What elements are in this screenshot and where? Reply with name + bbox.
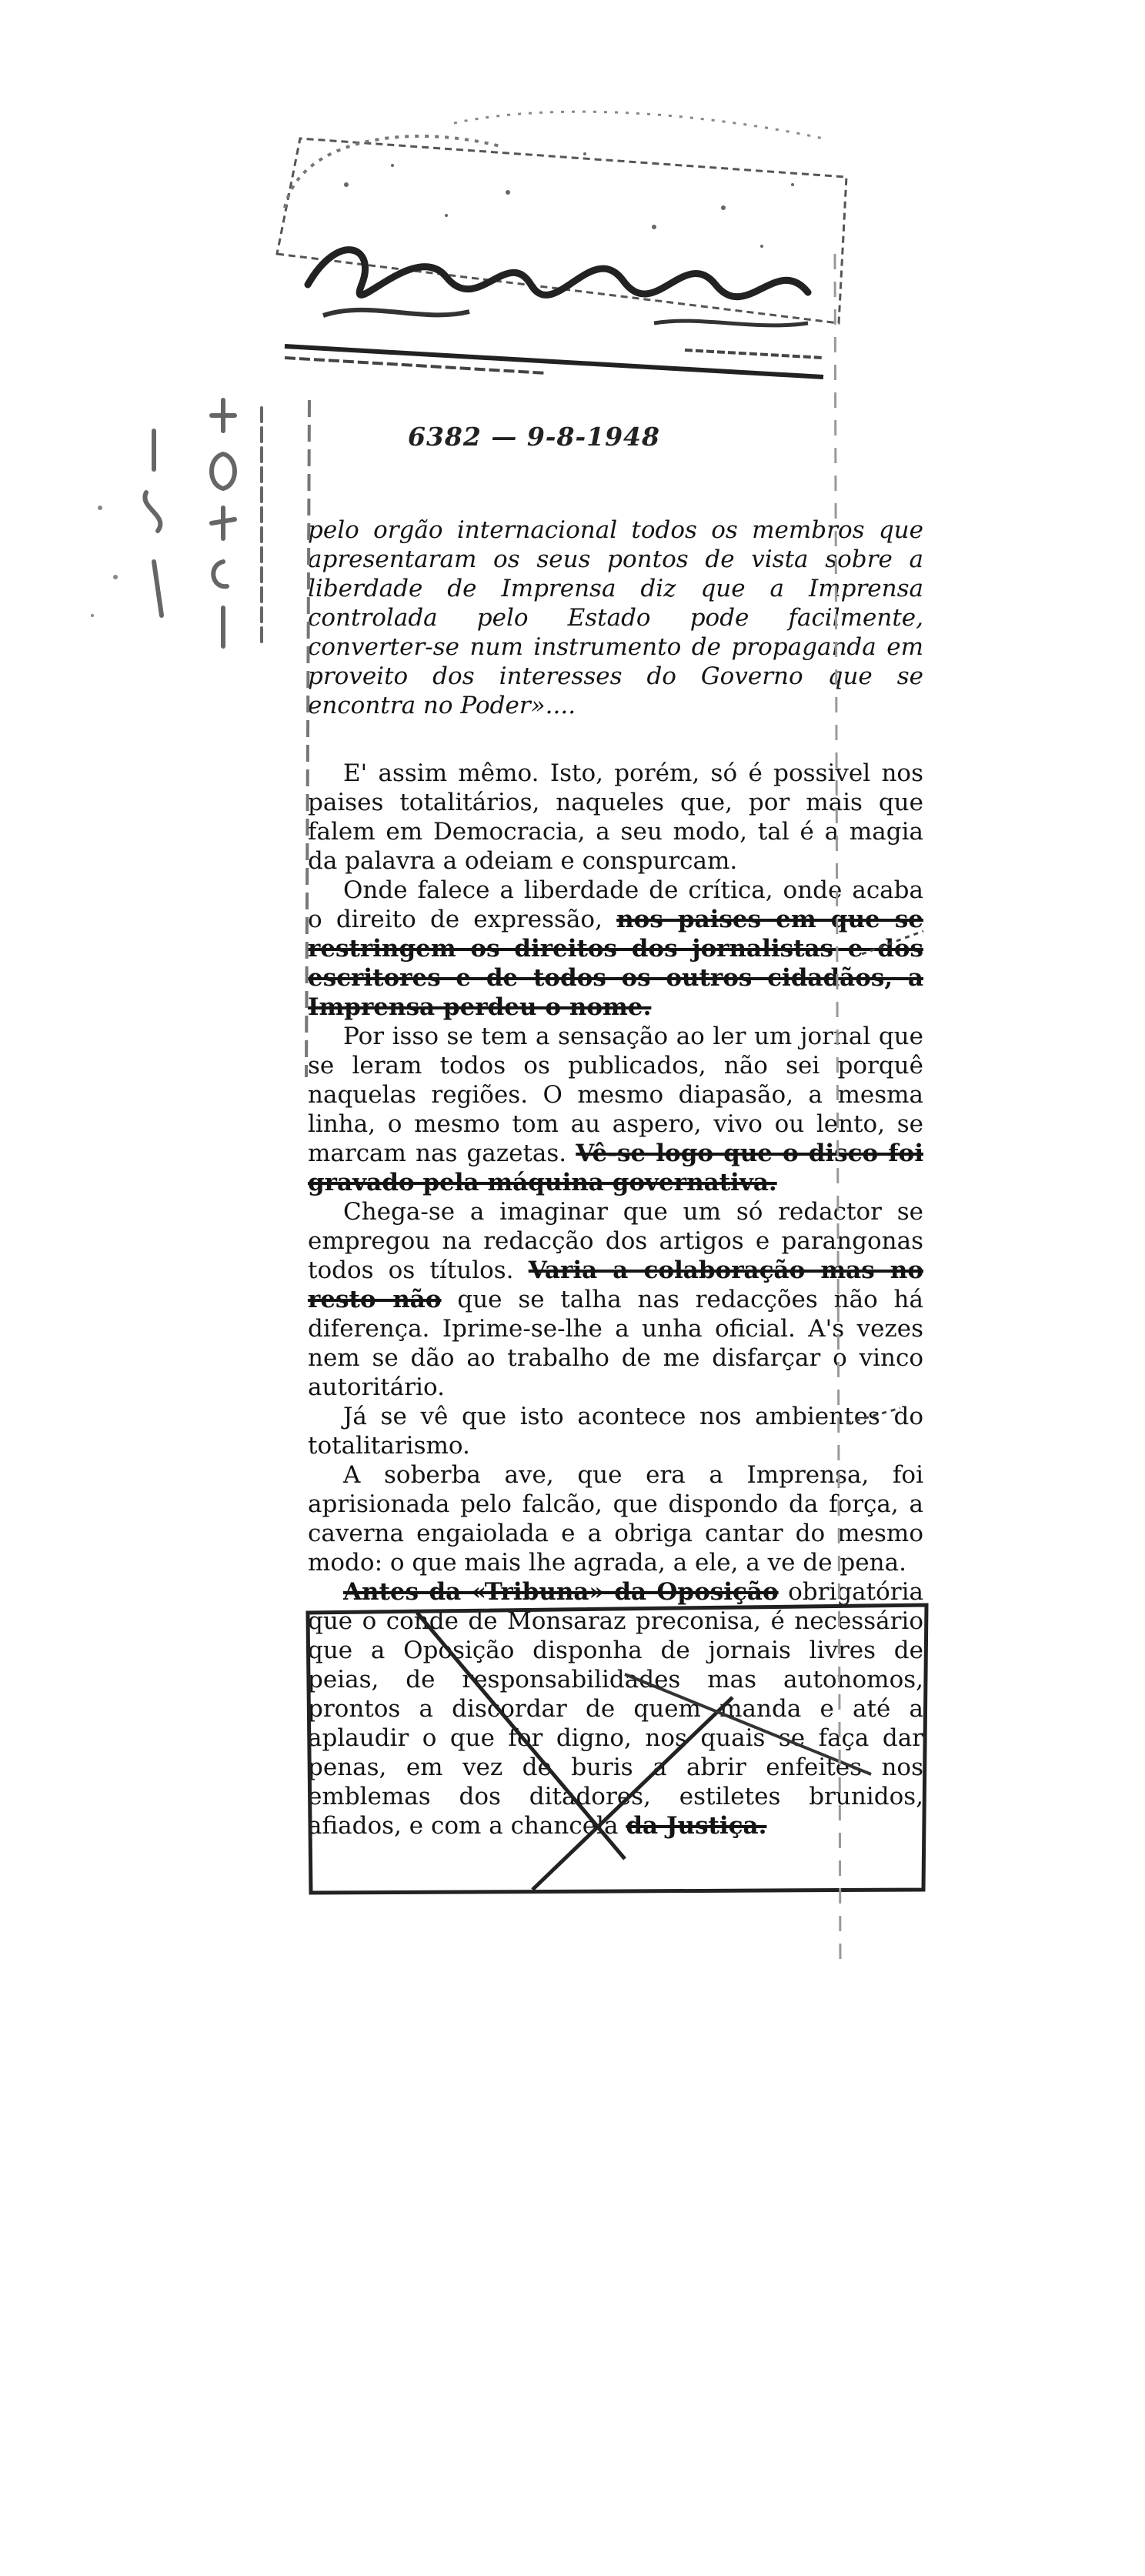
paragraph-4-tail-text: que se talha nas redacções não há diferença. Iprime-se-lhe a unha oficial. A's vezes nem se dão ao trabalho de me disfarçar o vinco autoritário. bbox=[308, 1286, 923, 1401]
marked-box-section bbox=[308, 1577, 923, 1840]
article-paragraph-6: A soberba ave, que era a Imprensa, foi aprisionada pelo falcão, que dispondo da força, a caverna engaiolada e a obriga cantar do mesmo modo: o que mais lhe agrada, a ele, a ve de pena. bbox=[308, 1461, 923, 1577]
paragraph-4-text: Chega-se a imaginar que um só redactor se empregou na redacção dos artigos e parangonas todos os títulos. bbox=[308, 1198, 923, 1284]
paragraph-7-text: obrigatória que o conde de Monsaraz preconisa, é necessário que a Oposição disponha de jornais livres de peias, de responsabilidades mas autonomos, prontos a discordar de quem manda e até a aplaudir o que for digno, nos quais se faça dar penas, em vez de buris a abrir enfeites nos emblemas dos ditadores, estiletes brunidos, afiados, e com a chancela bbox=[308, 1578, 923, 1840]
article-intro-paragraph: pelo orgão internacional todos os membros que apresentaram os seus pontos de vista sobre a liberdade de Imprensa diz que a Imprensa controlada pelo Estado pode facilmente, converter-se num instrumento de propaganda em proveito dos interesses do Governo que se encontra no Poder».... bbox=[308, 516, 923, 719]
paragraph-7-struck-lead: Antes da «Tribuna» da Oposição bbox=[343, 1578, 779, 1606]
article-paragraph-2 bbox=[308, 876, 923, 1022]
paragraph-3-struck-text: Vê-se logo que o disco foi gravado pela máquina governativa. bbox=[308, 1140, 923, 1196]
article-paragraph-1: E' assim mêmo. Isto, porém, só é possivel nos paises totalitários, naqueles que, por mais que falem em Democracia, a seu modo, tal é a magia da palavra a odeiam e conspurcam. bbox=[308, 759, 923, 875]
paragraph-2-struck-text: nos paises em que se restringem os direitos dos jornalistas e dos escritores e de todos os outros cidadãos, a Imprensa perdeu o nome. bbox=[308, 906, 923, 1021]
paragraph-2-text: Onde falece a liberdade de crítica, onde acaba o direito de expressão, bbox=[308, 876, 923, 933]
article-body bbox=[308, 516, 923, 1840]
article-paragraph-4 bbox=[308, 1197, 923, 1402]
paragraph-3-text: Por isso se tem a sensação ao ler um jornal que se leram todos os publicados, não sei porquê naquelas regiões. O mesmo diapasão, a mesma linha, o mesmo tom au aspero, vivo ou lento, se marcam nas gazetas. bbox=[308, 1023, 923, 1167]
paragraph-7-struck-end: da Justiça. bbox=[626, 1812, 767, 1840]
article-paragraph-5: Já se vê que isto acontece nos ambientes do totalitarismo. bbox=[308, 1403, 923, 1460]
paragraph-4-struck-text: Varia a colaboração mas no resto não bbox=[308, 1256, 923, 1313]
newspaper-masthead-logo bbox=[254, 92, 862, 408]
article-paragraph-7 bbox=[308, 1577, 923, 1840]
side-archive-stamp bbox=[69, 385, 300, 662]
clipping-id-date: 6382 — 9-8-1948 bbox=[408, 422, 660, 452]
article-paragraph-3 bbox=[308, 1022, 923, 1197]
